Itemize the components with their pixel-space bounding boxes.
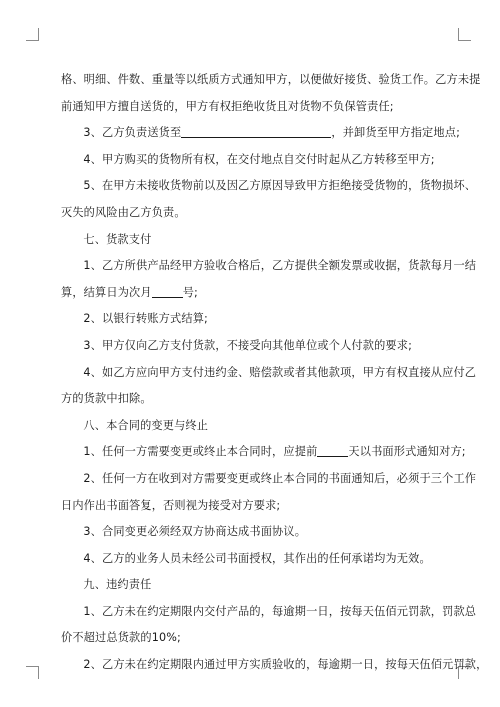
paragraph-line: 2、任何一方在收到对方需要变更或终止本合同的书面通知后，必须于三个工作	[83, 471, 477, 485]
settlement-day-blank	[152, 285, 183, 298]
paragraph-line: 4、如乙方应向甲方支付违约金、赔偿款或者其他款项，甲方有权直接从应付乙	[83, 365, 477, 379]
paragraph-line: 方的货款中扣除。	[61, 392, 152, 406]
section-heading: 七、货款支付	[83, 232, 152, 246]
paragraph-line: 价不超过总货款的10%;	[61, 631, 181, 645]
section-heading: 九、违约责任	[83, 578, 152, 592]
paragraph-line: 2、乙方未在约定期限内通过甲方实质验收的，每逾期一日，按每天伍佰元罚款，	[83, 658, 488, 672]
paragraph-line: 格、明细、件数、重量等以纸质方式通知甲方，以便做好接货、验货工作。乙方未提	[61, 73, 481, 86]
paragraph-line: 3、甲方仅向乙方支付货款，不接受向其他单位或个人付款的要求;	[83, 338, 413, 352]
paragraph-line: 4、乙方的业务人员未经公司书面授权，其作出的任何承诺均为无效。	[83, 551, 431, 565]
paragraph-line: 前通知甲方擅自送货的，甲方有权拒绝收货且对货物不负保管责任;	[61, 99, 394, 113]
paragraph-line: 2、以银行转账方式结算;	[83, 312, 208, 326]
clause-text: 3、乙方负责送货至	[83, 126, 182, 140]
paragraph-line: 3、合同变更必须经双方协商达成书面协议。	[83, 525, 307, 539]
crop-mark-top-left	[26, 28, 39, 41]
delivery-location-blank	[181, 125, 331, 138]
section-heading: 八、本合同的变更与终止	[83, 418, 209, 432]
clause-text: 天以书面形式通知对方;	[348, 445, 466, 459]
paragraph-line: 5、在甲方未接收货物前以及因乙方原因导致甲方拒绝接受货物的，货物损坏、	[83, 179, 477, 193]
clause-text: 1、任何一方需要变更或终止本合同时，应提前	[83, 445, 318, 459]
settlement-date-clause	[61, 280, 441, 307]
paragraph-line: 日内作出书面答复，否则视为接受对方要求;	[61, 498, 281, 512]
notice-period-clause	[61, 439, 466, 466]
clause-text: 号;	[182, 285, 198, 299]
notice-days-blank	[317, 444, 348, 457]
paragraph-line: 4、甲方购买的货物所有权，在交付地点自交付时起从乙方转移至甲方;	[83, 152, 435, 166]
clause-text: ，并卸货至甲方指定地点;	[331, 126, 460, 140]
paragraph-line: 1、乙方未在约定期限内交付产品的，每逾期一日，按每天伍佰元罚款，罚款总	[83, 604, 477, 618]
document-body	[61, 67, 488, 679]
paragraph-line: 1、乙方所供产品经甲方验收合格后，乙方提供全额发票或收据，货款每月一结	[83, 259, 477, 273]
clause-text: 算，结算日为次月	[61, 285, 152, 299]
delivery-location-clause	[61, 120, 460, 147]
crop-mark-top-right	[458, 28, 471, 41]
paragraph-line: 灭失的风险由乙方负责。	[61, 205, 186, 219]
crop-mark-bottom-left	[26, 666, 39, 679]
